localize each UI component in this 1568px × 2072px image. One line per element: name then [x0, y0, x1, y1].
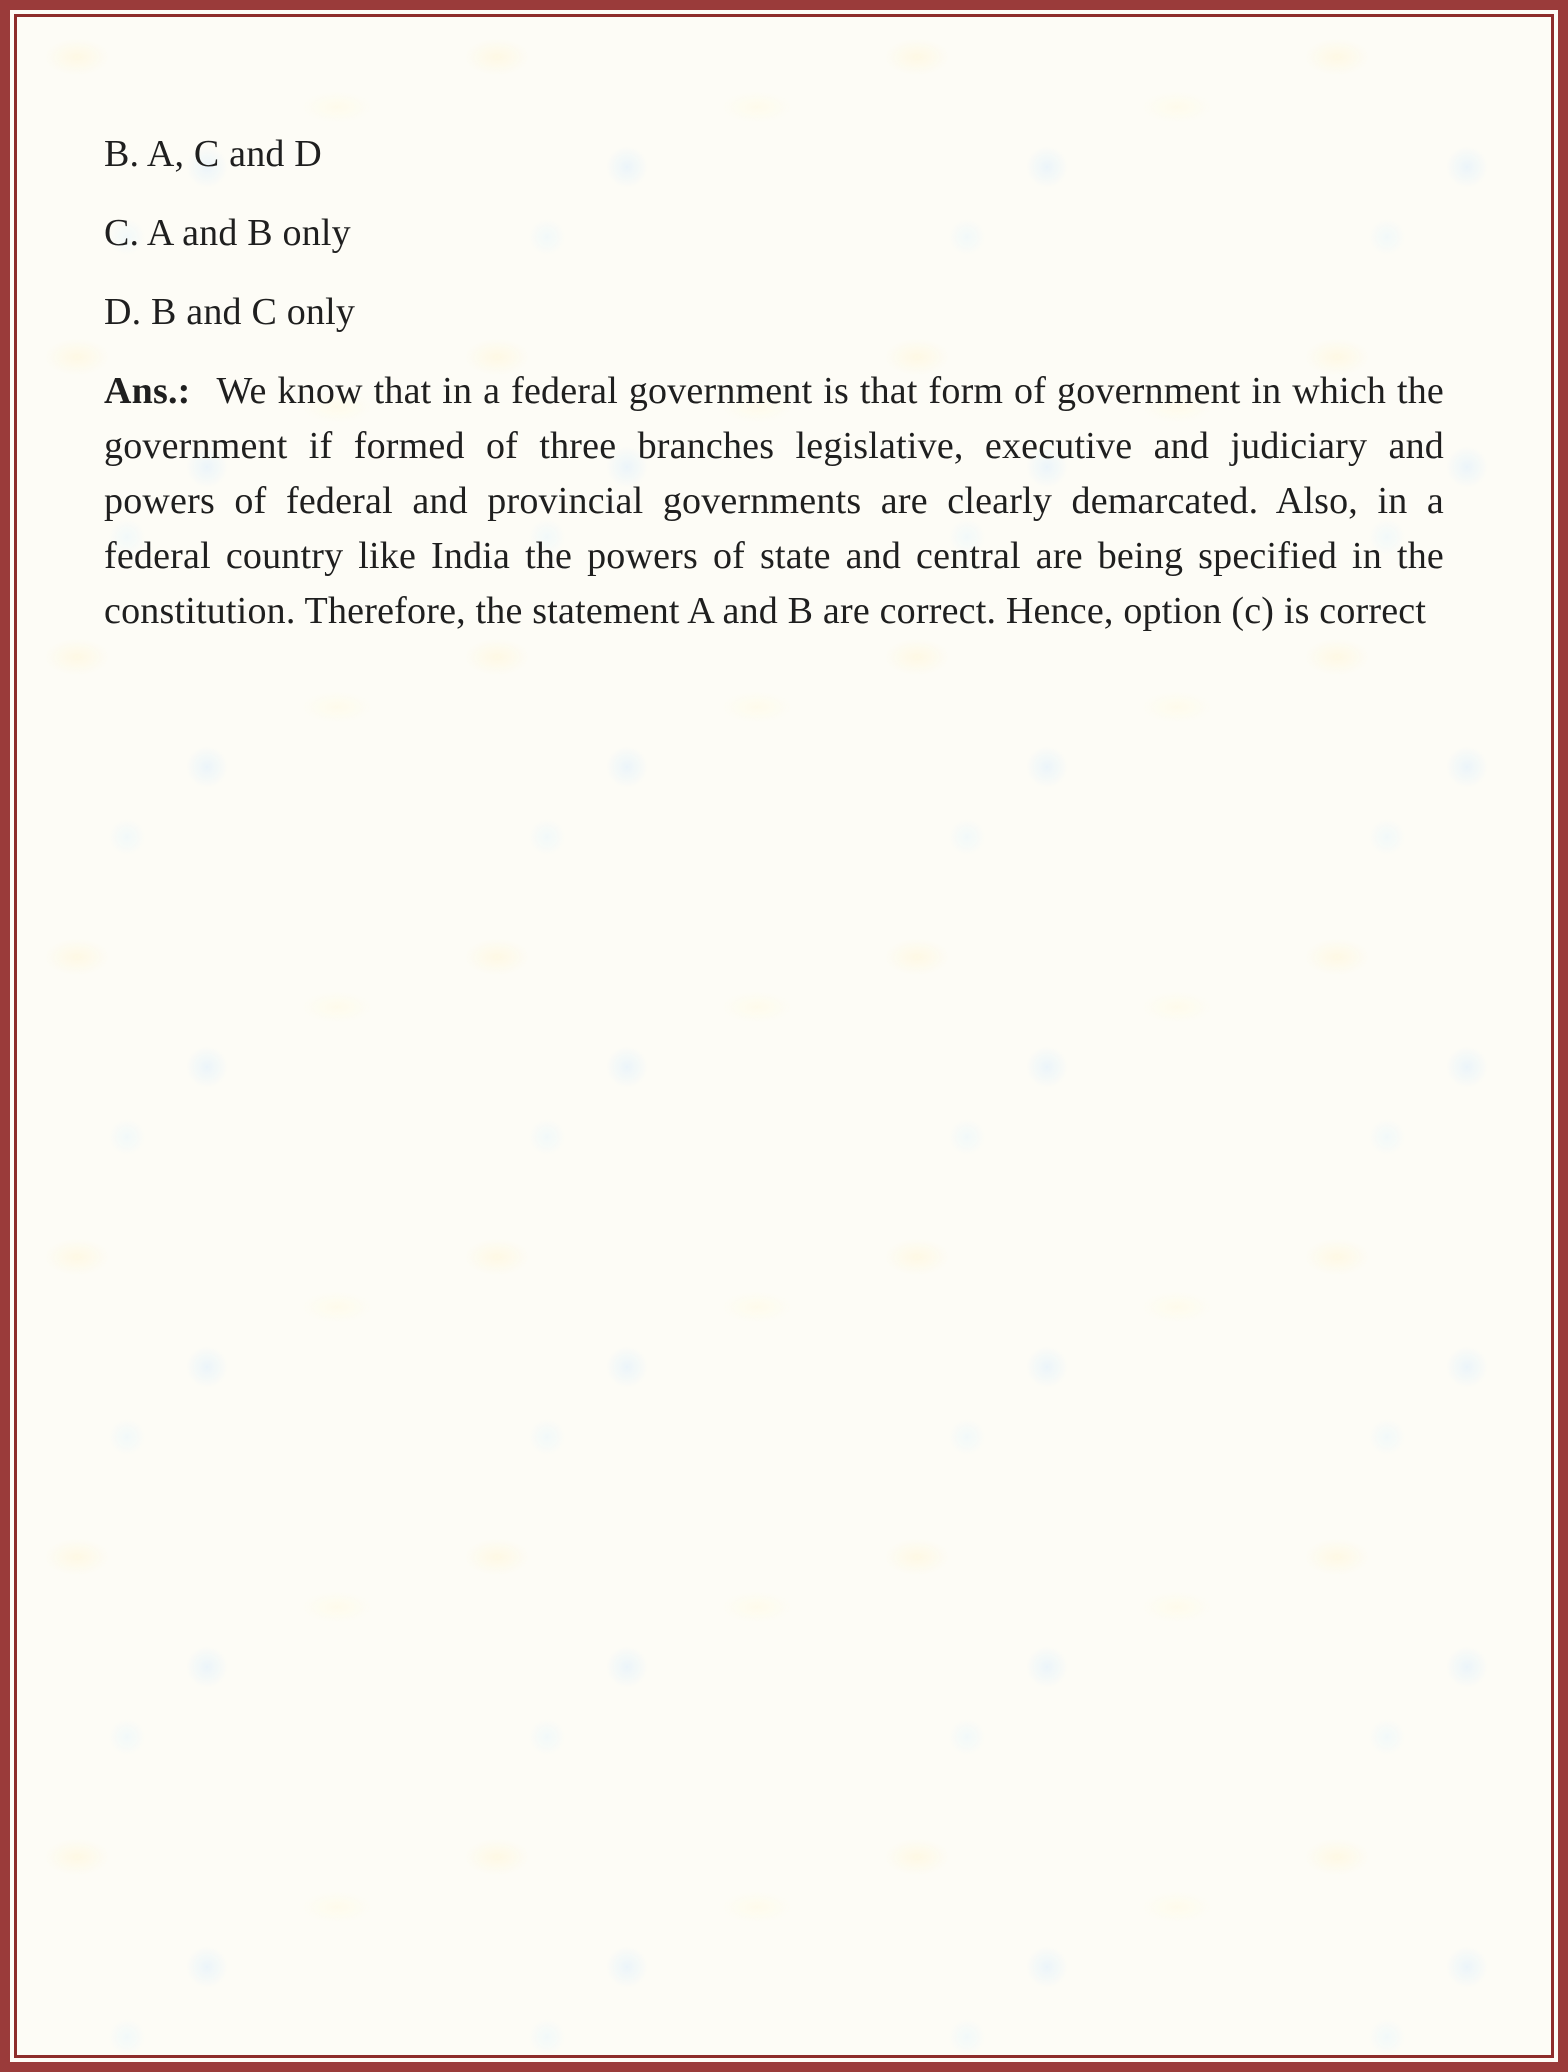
answer-label: Ans.:	[104, 370, 191, 412]
page-border-inner	[14, 14, 1554, 2058]
document-page	[17, 17, 1551, 639]
option-c: C. A and B only	[104, 212, 351, 254]
answer-text: We know that in a federal government is that form of government in which the government if formed of three branches legislative, executive and judiciary and powers of federal and provincial governments are clearly demarcated. Also, in a federal country like India the powers of state and central are being specified in the constitution. Therefore, the statement A and B are correct. Hence, option (c) is correct	[104, 370, 1444, 632]
page-border-gap	[10, 10, 1558, 2062]
option-d: D. B and C only	[104, 291, 356, 333]
option-b: B. A, C and D	[104, 133, 322, 175]
answer-paragraph	[104, 364, 1444, 639]
